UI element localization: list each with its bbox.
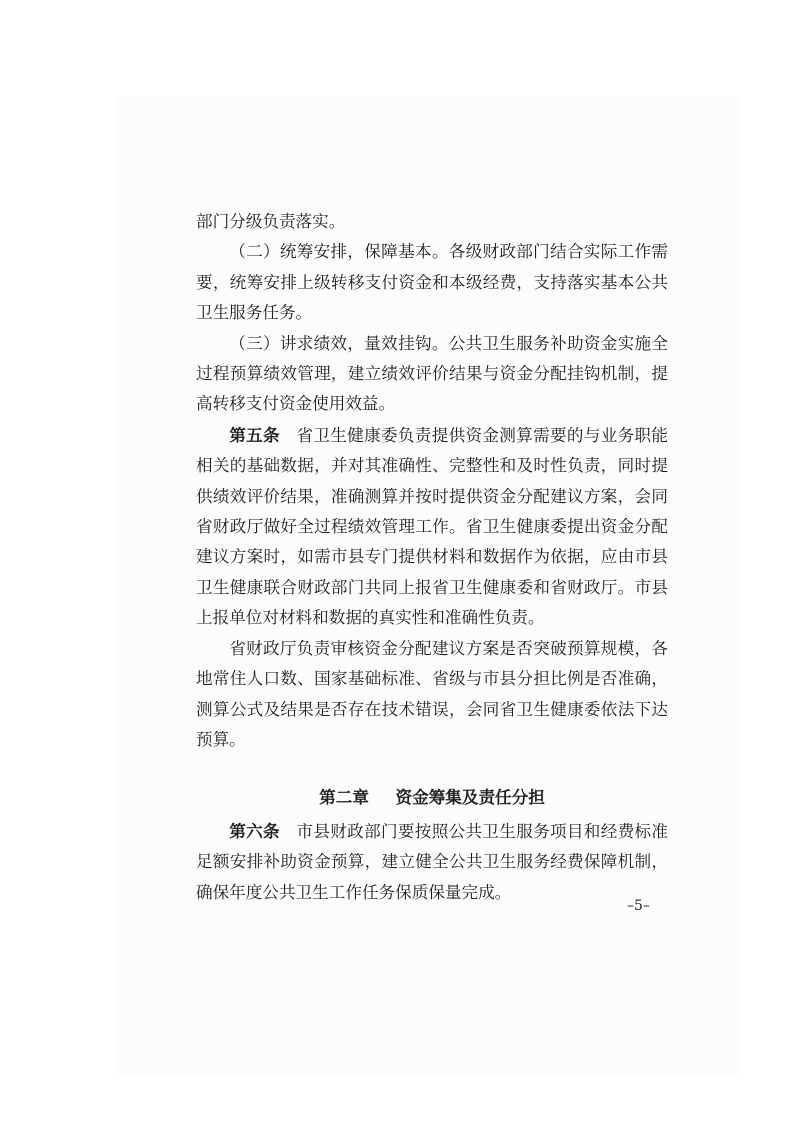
paragraph-text: 省卫生健康委负责提供资金测算需要的与业务职能相关的基础数据，并对其准确性、完整性和及时性负责，同时提供绩效评价结果，准确测算并按时提供资金分配建议方案，会同省财政厅做好全过程绩效管理工作。省卫生健康委提出资金分配建议方案时，如需市县专门提供材料和数据作为依据，应由市县卫生健康联合财政部门共同上报省卫生健康委和省财政厅。市县上报单位对材料和数据的真实性和准确性负责。	[196, 425, 668, 628]
paragraph-text: 部门分级负责落实。	[196, 212, 346, 231]
paragraph-text: （二）统筹安排，保障基本。各级财政部门结合实际工作需要，统筹安排上级转移支付资金和本级经费，支持落实基本公共卫生服务任务。	[196, 242, 668, 323]
chapter-number: 第二章	[319, 787, 369, 808]
paragraph-text: 省财政厅负责审核资金分配建议方案是否突破预算规模，各地常住人口数、国家基础标准、省级与市县分担比例是否准确，测算公式及结果是否存在技术错误，会同省卫生健康委依法下达预算。	[196, 638, 668, 749]
page-number: –5–	[627, 898, 650, 914]
article-5-paragraph-2	[196, 634, 668, 756]
chapter-title: 资金筹集及责任分担	[395, 787, 545, 808]
article-number: 第五条	[229, 424, 280, 445]
paragraph-continuation	[196, 207, 668, 237]
article-5	[196, 420, 668, 634]
paragraph-principle-3	[196, 329, 668, 420]
paragraph-text: （三）讲求绩效，量效挂钩。公共卫生服务补助资金实施全过程预算绩效管理，建立绩效评价结果与资金分配挂钩机制，提高转移支付资金使用效益。	[196, 333, 668, 414]
article-6	[196, 816, 668, 908]
chapter-heading	[196, 782, 668, 812]
paragraph-principle-2	[196, 237, 668, 328]
article-number: 第六条	[229, 820, 280, 841]
document-body	[196, 207, 668, 908]
paragraph-text: 市县财政部门要按照公共卫生服务项目和经费标准足额安排补助资金预算，建立健全公共卫生服务经费保障机制，确保年度公共卫生工作任务保质保量完成。	[196, 821, 668, 902]
